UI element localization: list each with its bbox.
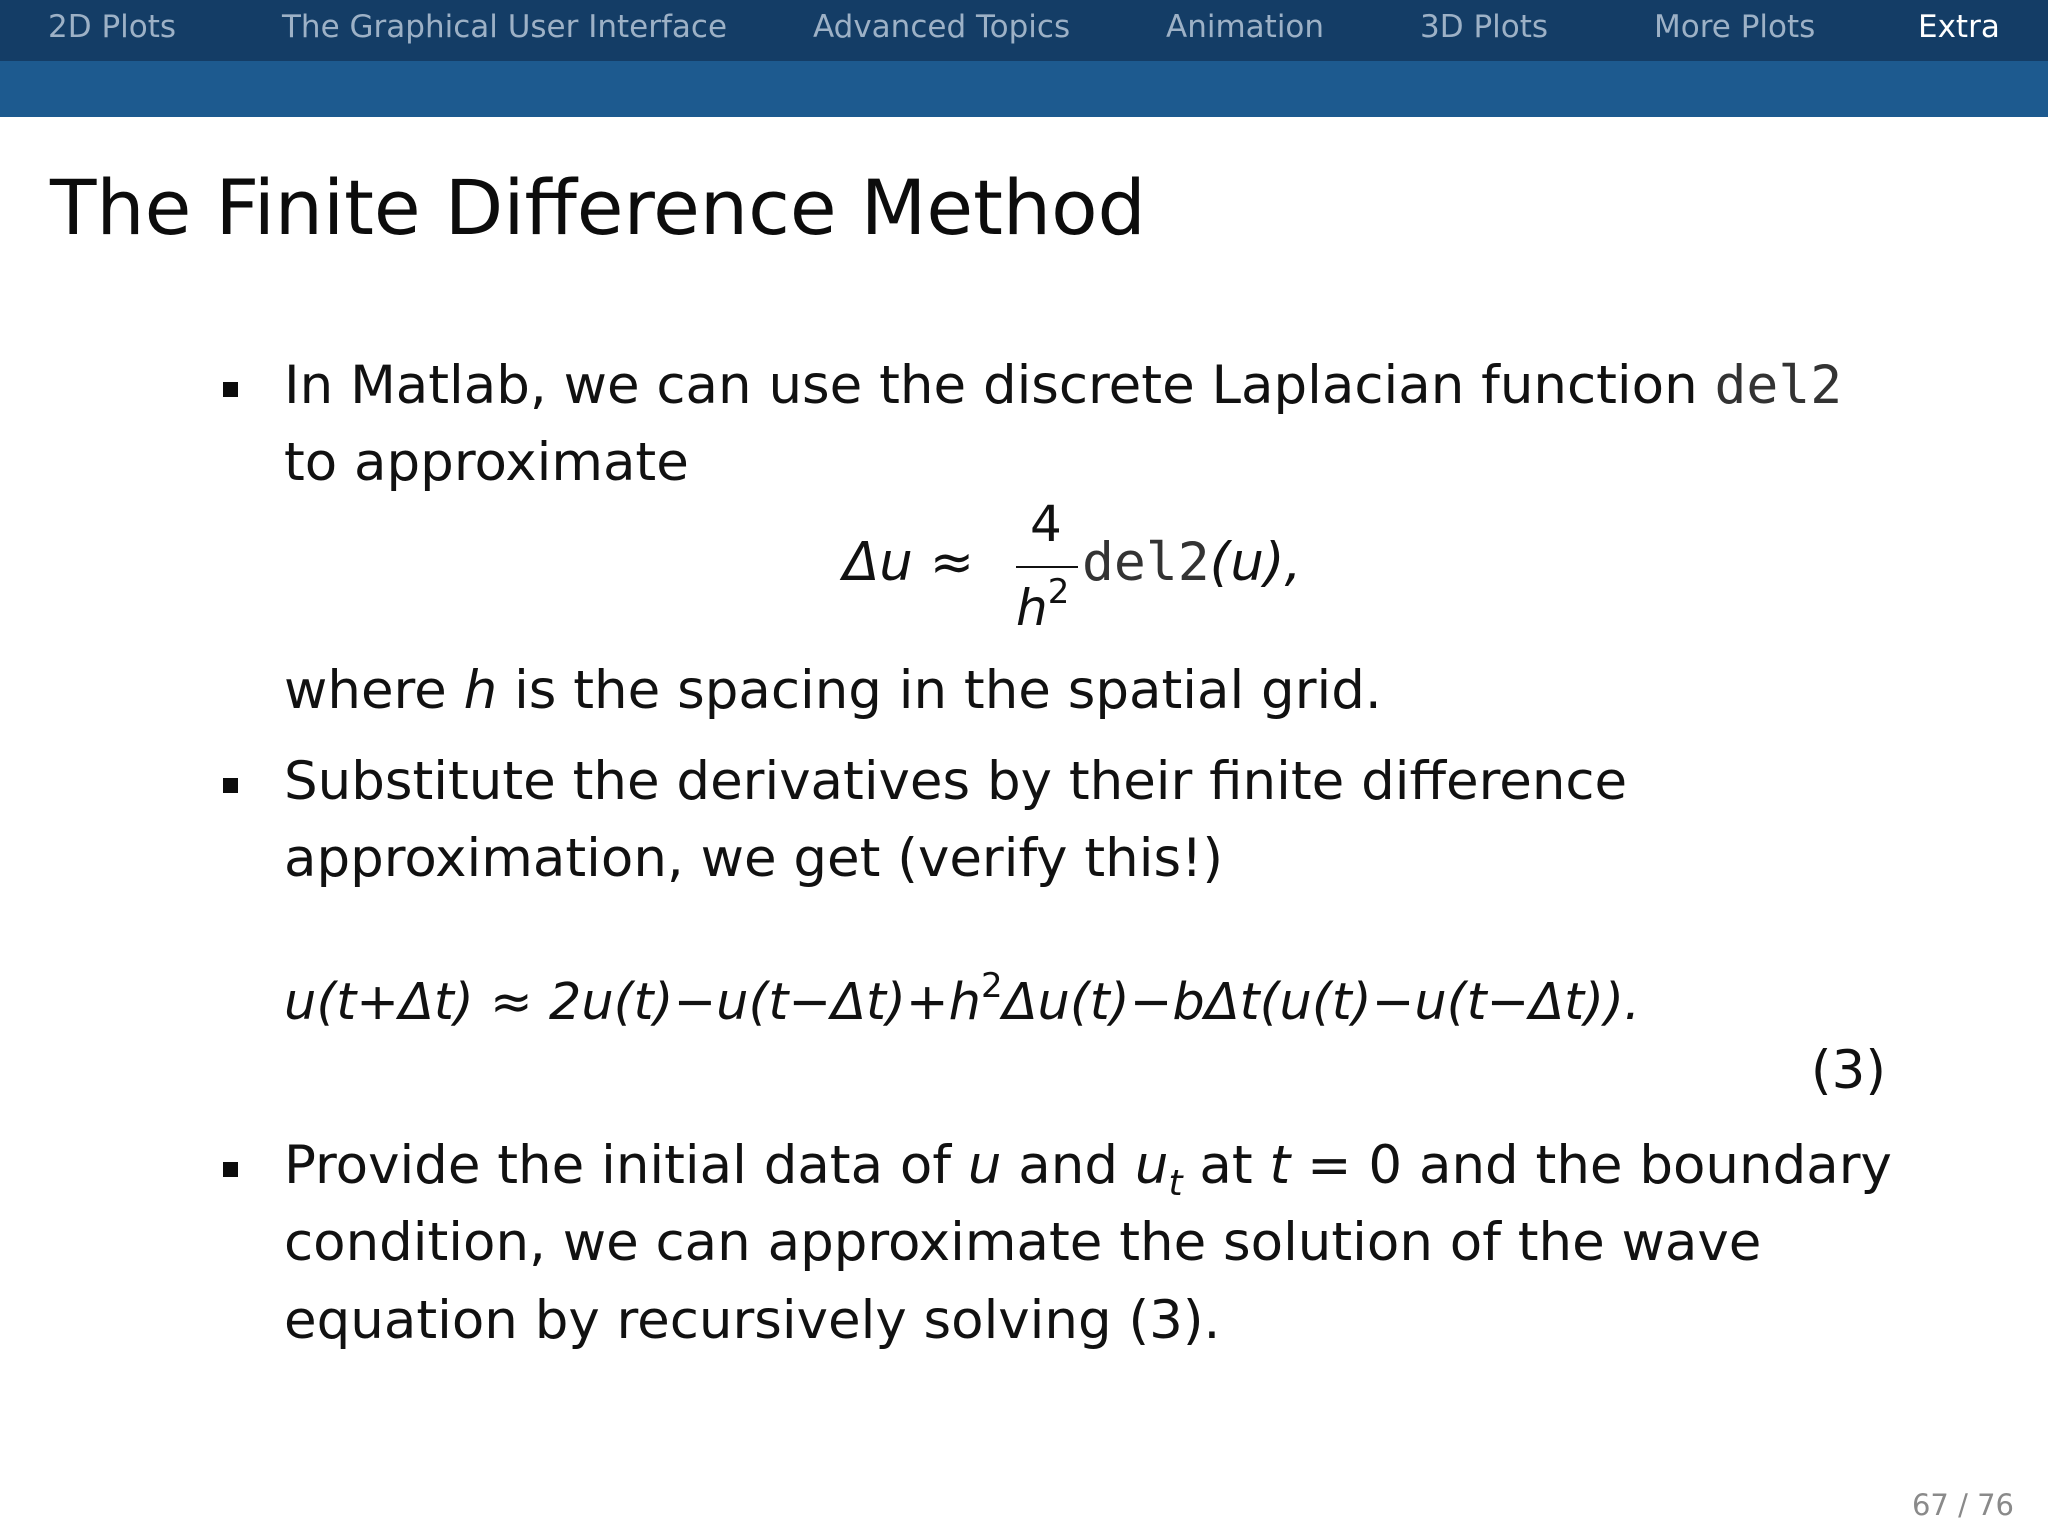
laplacian-equation-rhs [1082, 532, 1301, 593]
equation-number: (3) [1810, 1040, 1886, 1101]
slide-title: The Finite Difference Method [50, 163, 1146, 252]
nav-item-animation[interactable]: Animation [1166, 9, 1325, 45]
bullet-2-line-2: approximation, we get (verify this!) [284, 828, 1224, 889]
page-current: 67 [1911, 1488, 1949, 1522]
laplacian-equation-code: del2 [1082, 532, 1210, 593]
page-total: 76 [1977, 1488, 2014, 1522]
bullet-1-text: In Matlab, we can use the discrete Laplacian function [284, 355, 1715, 416]
navigation-subbar [0, 61, 2048, 117]
bullet-3-var-ut: u [1134, 1135, 1169, 1196]
bullet-3-text-at: at [1182, 1135, 1270, 1196]
bullet-3-line-3: equation by recursively solving (3). [284, 1290, 1221, 1351]
bullet-3-line-2: condition, we can approximate the solution of the wave [284, 1212, 1762, 1273]
fraction-bar [1016, 566, 1078, 568]
page-separator: / [1948, 1488, 1978, 1522]
bullet-3-line-1 [284, 1135, 1892, 1204]
bullet-3-var-t: t [1269, 1135, 1291, 1196]
bullet-3-var-ut-subscript: t [1168, 1163, 1183, 1204]
bullet-3-text-b: = 0 and the boundary [1290, 1135, 1892, 1196]
laplacian-equation-lhs [843, 532, 974, 593]
bullet-1-where-line [284, 660, 1382, 721]
bullet-1-line-2: to approximate [284, 432, 689, 493]
bullet-marker-2 [223, 778, 238, 793]
laplacian-equation-lhs-text: Δu ≈ [843, 532, 975, 593]
bullet-3-text-a: Provide the initial data of [284, 1135, 968, 1196]
nav-item-graphical-user-interface[interactable]: The Graphical User Interface [282, 9, 728, 45]
where-text-a: where [284, 660, 464, 721]
nav-item-extra[interactable]: Extra [1918, 9, 2000, 45]
where-variable: h [463, 660, 498, 721]
fraction-denominator-exponent: 2 [1047, 572, 1070, 612]
laplacian-equation-arg: (u), [1209, 532, 1302, 593]
wave-equation-part-a: u(t+Δt) ≈ 2u(t)−u(t−Δt)+h [284, 973, 981, 1032]
wave-recursion-equation [284, 966, 1640, 1032]
page-counter [1912, 1488, 2014, 1522]
bullet-2-line-1: Substitute the derivatives by their finite difference [284, 751, 1628, 812]
bullet-1-line-1 [284, 355, 1842, 416]
wave-equation-part-b: Δu(t)−bΔt(u(t)−u(t−Δt)). [1002, 973, 1641, 1032]
fraction-denominator [1016, 572, 1069, 637]
section-navigation-bar [0, 0, 2048, 61]
fraction-numerator: 4 [1030, 495, 1062, 553]
nav-item-3d-plots[interactable]: 3D Plots [1420, 9, 1549, 45]
where-text-b: is the spacing in the spatial grid. [497, 660, 1382, 721]
bullet-marker-1 [223, 382, 238, 397]
nav-item-advanced-topics[interactable]: Advanced Topics [813, 9, 1071, 45]
bullet-3-text-and: and [1001, 1135, 1135, 1196]
nav-item-more-plots[interactable]: More Plots [1654, 9, 1816, 45]
fraction-denominator-var: h [1016, 579, 1048, 637]
nav-item-2d-plots[interactable]: 2D Plots [48, 9, 177, 45]
bullet-marker-3 [223, 1162, 238, 1177]
bullet-3-var-u: u [967, 1135, 1002, 1196]
bullet-1-code: del2 [1714, 355, 1843, 416]
wave-equation-exponent: 2 [980, 966, 1003, 1006]
